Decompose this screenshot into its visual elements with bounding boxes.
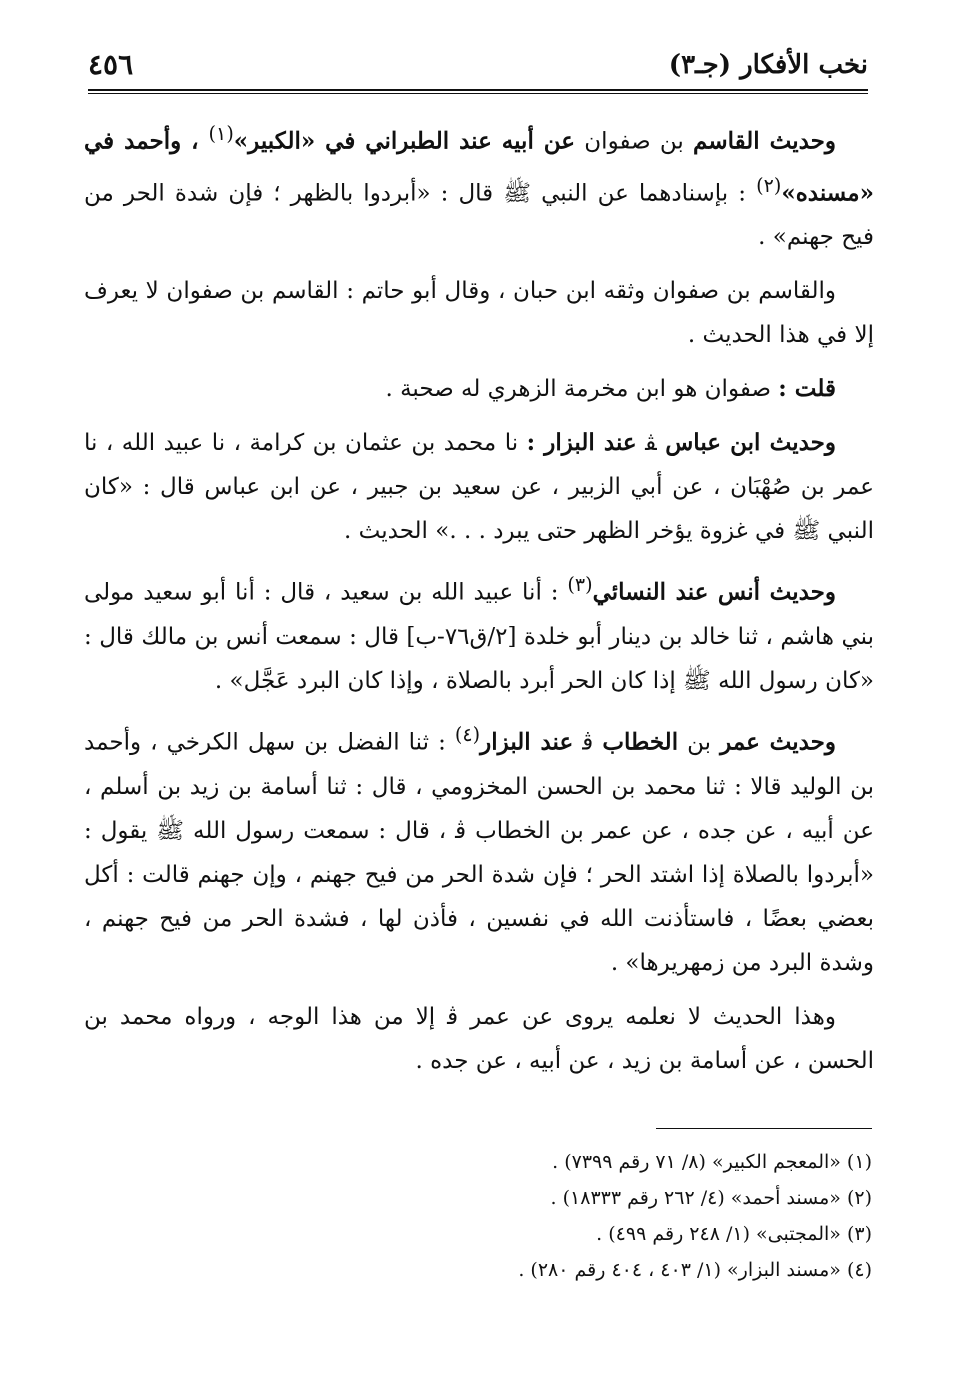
- header-rule-thin: [88, 93, 868, 94]
- paragraph: [84, 563, 874, 703]
- footnote: (١) «المعجم الكبير» (٨/ ٧١ رقم ٧٣٩٩) .: [552, 1151, 872, 1173]
- running-title: نخب الأفكار (جـ٣): [668, 50, 868, 80]
- paragraph: والقاسم بن صفوان وثقه ابن حبان ، وقال أبو حاتم : القاسم بن صفوان لا يعرف إلا في هذا الحديث .: [84, 278, 874, 349]
- bold-run: ، وأحمد في «مسنده»: [84, 127, 874, 207]
- paragraph: [84, 421, 874, 553]
- bold-lead: وحديث عمر: [720, 728, 836, 756]
- text-run: صفوان هو ابن مخرمة الزهري له صحبة .: [385, 376, 779, 403]
- honorific-glyph: ﭭ: [636, 430, 666, 457]
- paragraph: وهذا الحديث لا نعلمه يروى عن عمر ﭬ إلا من هذا الوجه ، ورواه محمد بن الحسن ، عن أسامة بن زيد ، عن أبيه ، عن جده .: [84, 1003, 874, 1074]
- text-run: : ثنا الفضل بن سهل الكرخي ، وأحمد بن الوليد قالا : ثنا محمد بن الحسن المخزومي ، قال : ثنا أسامة بن زيد بن أسلم ، عن أبيه ، عن جده ، عن عمر بن الخطاب ﭬ ، قال : سمعت رسول الله ﷺ يقول : «أبردوا بالصلاة إذا اشتد الحر ؛ فإن شدة الحر من فيح جهنم ، وإن جهنم قالت : أكل بعضي بعضًا ، فاستأذنت الله في نفسين ، فأذن لها ، فشدة الحر من فيح جهنم ، وشدة البرد من زمهريرها» .: [84, 729, 874, 976]
- bold-run: عند البزار: [480, 728, 574, 756]
- bold-run: عن أبيه عند الطبراني في «الكبير»: [233, 127, 576, 155]
- page-number: ٤٥٦: [88, 48, 134, 81]
- paragraph: [84, 112, 874, 259]
- footnotes: [84, 1144, 872, 1288]
- main-text: [84, 112, 874, 1093]
- footnote-ref: (٤): [454, 722, 481, 746]
- bold-run: عند البزار :: [526, 429, 637, 457]
- footnote-ref: (١): [208, 122, 234, 145]
- bold-run: الخطاب: [602, 728, 679, 756]
- paragraph: [84, 367, 874, 411]
- footnote-ref: (٢): [756, 173, 782, 197]
- text-run: نا محمد بن عثمان بن كرامة ، نا عبيد الله ، نا عمر بن صُهْبَان ، عن أبي الزبير ، عن سعيد بن جبير ، عن ابن عباس قال : «كان النبي ﷺ في غزوة يؤخر الظهر حتى يبرد . . .» الحديث .: [84, 430, 874, 545]
- honorific-glyph: ﭬ: [573, 729, 603, 756]
- footnote-ref: (٣): [567, 573, 593, 597]
- text-run: : أنا عبيد الله بن سعيد ، قال : أنا أبو سعيد مولى بني هاشم ، ثنا خالد بن دينار أبو خلدة [٢/ق٧٦-ب] قال : سمعت أنس بن مالك قال : «كان رسول الله ﷺ إذا كان الحر أبرد بالصلاة ، وإذا كان البرد عَجَّل» .: [84, 579, 874, 694]
- bold-lead: قلت :: [778, 375, 836, 403]
- page-header: [88, 44, 868, 84]
- text-run: بن صفوان: [575, 128, 694, 155]
- text-run: : بإسنادهما عن النبي ﷺ قال : «أبردوا بالظهر ؛ فإن شدة الحر من فيح جهنم» .: [84, 180, 874, 251]
- bold-lead: وحديث ابن عباس: [665, 429, 836, 457]
- header-rule: [88, 89, 868, 91]
- footnote-separator: [656, 1128, 872, 1129]
- footnote: (٤) «مسند البزار» (١/ ٤٠٣ ، ٤٠٤ رقم ٢٨٠) .: [518, 1259, 872, 1281]
- bold-lead: وحديث القاسم: [693, 127, 837, 155]
- paragraph: [84, 713, 874, 985]
- bold-lead: وحديث أنس عند النسائي: [592, 578, 836, 606]
- text-run: بن: [678, 729, 721, 756]
- footnote: (٢) «مسند أحمد» (٤/ ٢٦٢ رقم ١٨٣٣٣) .: [550, 1187, 872, 1209]
- footnote: (٣) «المجتبى» (١/ ٢٤٨ رقم ٤٩٩) .: [596, 1223, 872, 1245]
